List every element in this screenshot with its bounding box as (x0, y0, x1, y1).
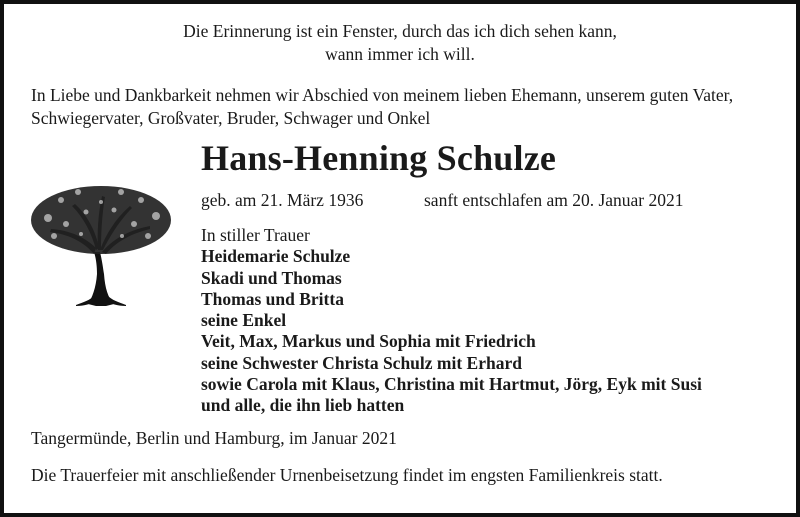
mourners-list (201, 225, 702, 417)
deceased-name: Hans-Henning Schulze (201, 138, 557, 178)
intro-line-2: Schwiegervater, Großvater, Bruder, Schwager und Onkel (31, 108, 431, 128)
death-date: sanft entschlafen am 20. Januar 2021 (424, 190, 684, 210)
place-and-date: Tangermünde, Berlin und Hamburg, im Januar 2021 (31, 428, 397, 448)
mourner-line: und alle, die ihn lieb hatten (201, 395, 405, 416)
motto-quote (0, 20, 800, 66)
tree-icon (26, 178, 176, 306)
mourner-line: seine Enkel (201, 310, 287, 331)
mourner-line: Veit, Max, Markus und Sophia mit Friedrich (201, 331, 536, 352)
motto-line-1: Die Erinnerung ist ein Fenster, durch das ich dich sehen kann, (183, 21, 617, 41)
intro-line-1: In Liebe und Dankbarkeit nehmen wir Abschied von meinem lieben Ehemann, unserem guten Vater, (31, 85, 734, 105)
mourner-line: Heidemarie Schulze (201, 246, 351, 267)
motto-line-2: wann immer ich will. (325, 44, 475, 64)
ceremony-note: Die Trauerfeier mit anschließender Urnenbeisetzung findet im engsten Familienkreis statt. (31, 465, 663, 485)
mourning-heading: In stiller Trauer (201, 225, 310, 245)
mourner-line: Thomas und Britta (201, 288, 344, 309)
mourner-line: seine Schwester Christa Schulz mit Erhard (201, 352, 522, 373)
life-dates (201, 190, 684, 211)
mourner-line: Skadi und Thomas (201, 267, 342, 288)
birth-date: geb. am 21. März 1936 (201, 190, 364, 210)
intro-text (31, 84, 781, 130)
mourner-line: sowie Carola mit Klaus, Christina mit Hartmut, Jörg, Eyk mit Susi (201, 374, 702, 395)
